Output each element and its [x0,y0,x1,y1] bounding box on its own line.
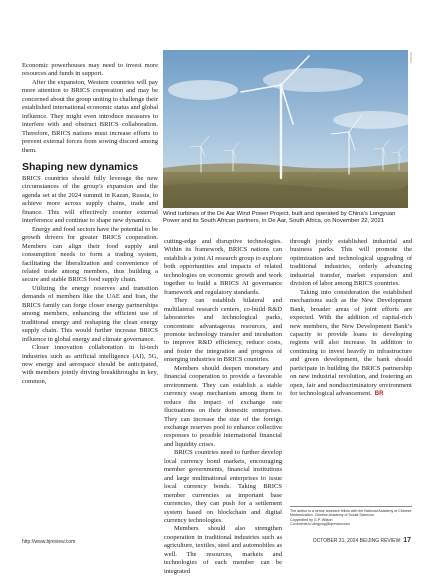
paragraph: BRICS countries need to further develop local currency bond markets, encouraging member governments, financial institutions and large multinational enterprises to issue local currency bonds. Taking BRICS member currencies as important base currencies, they can push for a settlement system based on blockchain and digital currency technologies. [164,449,282,524]
author-credits [290,506,412,527]
paragraph: through jointly established industrial and business parks. This will promote the optimization and technological upgrading of traditional industries, orderly advancing industrial transfer, market expansion and division of labor among BRICS countries. [290,238,412,288]
paragraph: Economic powerhouses may need to invest more resources and funds in support. [22,62,158,78]
paragraph: cutting-edge and disruptive technologies. Within its framework, BRICS nations can establish a joint AI research group to explore both opportunities and impacts of related technologies on economic growth and work together to build a BRICS AI governance framework and regulatory standards. [164,238,282,296]
end-mark: BR [374,391,384,398]
paragraph: BRICS countries should fully leverage the new circumstances of the group’s expansion and the agenda set at the 2024 summit in Kazan, Russia, to achieve more across supply chains, trade and finance. This will effectively counter external interference and continue to shape new dynamics. [22,174,158,225]
photo-caption: Wind turbines of the De Aar Wind Power Project, built and operated by China’s Longyuan Power and its South African partners, in De Aar, South Africa, on November 22, 2021 [163,211,396,225]
wind-farm-illustration [163,50,408,208]
copyeditor-line: Copyedited by G.P. Wilson [290,517,333,522]
paragraph: They can establish bilateral and multilateral research centers, co-build R&D laboratories and technological parks, concentrate advantageous resources, and promote technology transfer and incubation to improve R&D efficiency, reduce costs, and foster the integration and progress of emerging industries in BRICS countries. [164,297,282,364]
paragraph: Utilizing the energy reserves and transition demands of members like the UAE and Iran, the BRICS family can forge closer energy partnerships among members, enhancing the efficient use of traditional energy and reshaping the clean energy supply chain. This would further increase BRICS influence in global energy and climate governance. [22,284,158,343]
paragraph: Closer innovation collaboration in hi-tech industries such as artificial intelligence (AI), 5G, new energy and aerospace should be anticipated, with members jointly driving breakthroughs in key, common, [22,344,158,385]
page-number: 17 [403,537,411,544]
paragraph: After the expansion, Western countries will pay more attention to BRICS cooperation and may be concerned about the group uniting to challenge their established international economic status and global influence. They might even introduce measures to interfere with and obstruct BRICS collaboration. Therefore, BRICS nations must increase efforts to prevent external forces from sowing discord among them. [22,78,158,154]
wind-farm-photo [163,50,408,208]
author-bio: The author is a senior research fellow with the National Academy of Chinese Modernization, Chinese Academy of Social Sciences [290,509,412,518]
article-column-2 [164,238,282,576]
footer-issue [313,537,411,544]
article-column-3 [290,238,412,399]
paragraph: Members should also strengthen cooperation in traditional industries such as agriculture, textiles, steel and automobiles as well. The resources, markets and technologies of each member can be integrated [164,525,282,575]
footer-url[interactable]: http://www.bjreview.com [22,539,76,545]
issue-date: OCTOBER 31, 2024 BEIJING REVIEW [312,538,401,544]
paragraph-text: Taking into consideration the established mechanisms such as the New Development Bank, broader areas of joint efforts are expected. With the addition of capital-rich new members, the New Development Bank’s capacity to provide loans to developing regions will also increase. In addition to continuing to invest heavily in infrastructure and green development, the bank should participate in building the BRICS partnership on new industrial revolution, and fostering an open, fair and nondiscriminatory environment for technological advancement. [290,288,412,398]
article-column-1 [22,62,158,386]
photo-credit: XINHUA [409,52,413,64]
paragraph: Energy and food sectors have the potential to be growth drivers for greater BRICS cooperation. Members can align their food supply and consumption needs to form a trading system, facilitating the liberalization and convenience of related trade among members, thus building a secure and stable BRICS food supply chain. [22,225,158,284]
paragraph: Members should deepen monetary and financial cooperation to provide a favorable environment. They can establish a stable currency swap mechanism among them to reduce the impact of exchange rate fluctuations on their domestic enterprises. They can increase the size of the foreign exchange reserves pool to enhance collective responses to possible international financial and liquidity crises. [164,364,282,448]
section-heading: Shaping new dynamics [22,160,139,173]
paragraph [290,289,412,399]
comments-email[interactable]: Comments to dingying@bjreview.com [290,522,351,527]
